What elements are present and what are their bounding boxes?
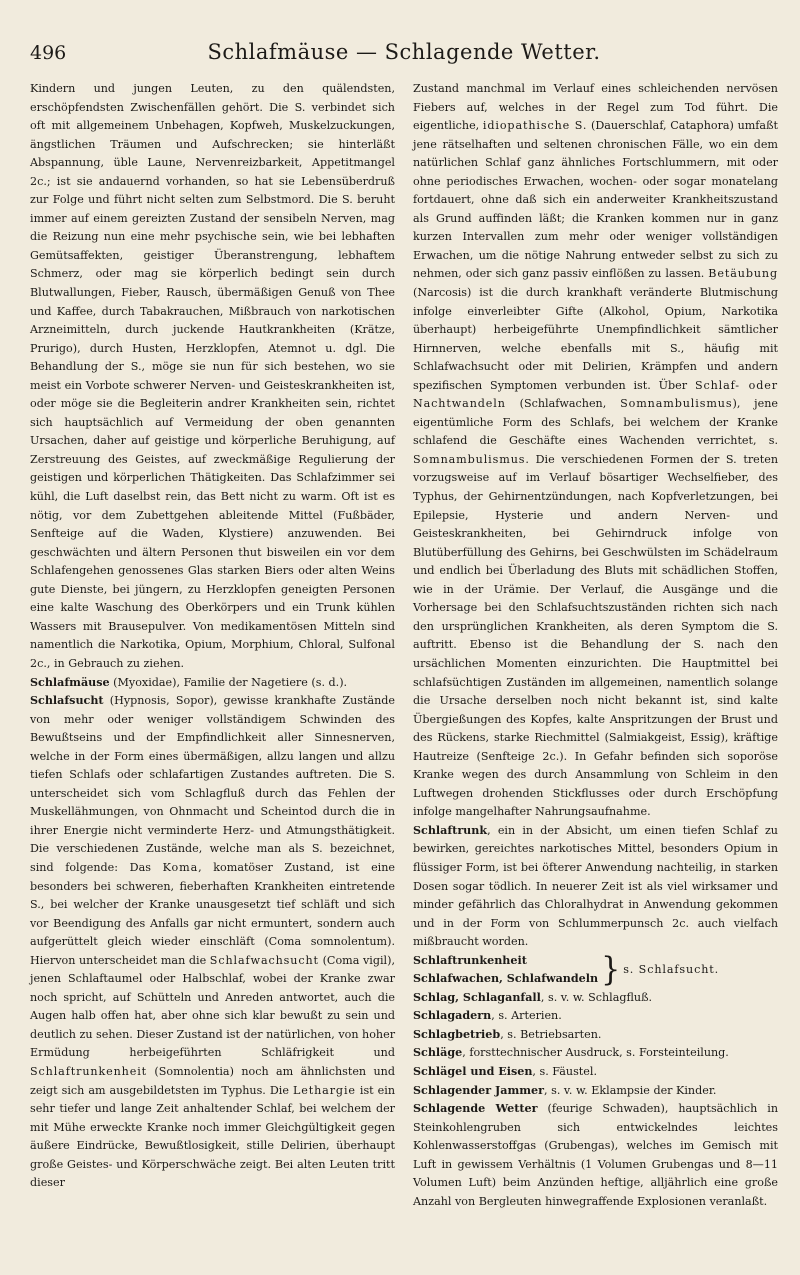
entry-headword: Schlafwachen, Schlafwandeln (413, 972, 599, 986)
entry-schlafsucht: Schlafsucht (Hypnosis, Sopor), gewisse krankhafte Zustände von mehr oder weniger vollständigem Schwinden des Bewußtseins und der Empfindlichkeit aller Sinnesnerven, welche in der Form eines übermäßigen, allzu langen und allzu tiefen Schlafs oder schlafartigen Zustandes auftreten. Die S. unterscheidet sich vom Schlagfluß durch das Fehlen der Muskellähmungen, von Ohnmacht und Scheintod durch die in ihrer Energie nicht verminderte Herz- und Atmungsthätigkeit. Die verschiedenen Zustände, welche man als S. bezeichnet, sind folgende: Das Koma, komatöser Zustand, ist eine besonders bei schweren, fieberhaften Krankheiten eintretende S., bei welcher der Kranke unausgesetzt tief schläft und sich vor Beendigung des Anfalls gar nicht ermuntert, sondern auch aufgerüttelt gleich wieder einschläft (Coma somnolentum). Hiervon unterscheidet man die Schlafwachsucht (Coma vigil), jenen Schlaftaumel oder Halbschlaf, wobei der Kranke zwar noch spricht, auf Schütteln und Anreden antwortet, auch die Augen halb offen hat, aber ohne sich klar bewußt zu sein und deutlich zu sehen. Dieser Zustand ist der natürlichen, von hoher Ermüdung herbeigeführten Schläfrigkeit und Schlaftrunkenheit (Somnolentia) noch am ähnlichsten und zeigt sich am ausgebildetsten im Typhus. Die Lethargie ist ein sehr tiefer und lange Zeit anhaltender Schlaf, bei welchem der mit Mühe erweckte Kranke noch immer Gleichgültigkeit gegen äußere Eindrücke, Bewußtlosigkeit, stille Delirien, überhaupt große Geistes- und Körperschwäche zeigt. Bei alten Leuten tritt dieser (30, 694, 396, 1190)
entry-schlaegel: Schlägel und Eisen, s. Fäustel. (413, 1064, 597, 1078)
entry-schlagbetrieb: Schlagbetrieb, s. Betriebsarten. (413, 1027, 602, 1041)
text-columns (30, 80, 778, 1211)
entry-headword: Schlagender Jammer (413, 1083, 545, 1097)
entry-headword: Schlafsucht (30, 694, 104, 708)
entry-headword: Schlag, Schlaganfall (413, 990, 541, 1004)
entry-headword: Schlaftrunk (413, 823, 488, 837)
entry-schlagende-wetter: Schlagende Wetter (feurige Schwaden), hauptsächlich in Steinkohlengruben sich entwickelndes leichtes Kohlenwasserstoffgas (Grubengas), welches im Gemisch mit Luft in gewissem Verhältnis (1 Volumen Grubengas und 8—11 Volumen Luft) beim Anzünden heftige, alljährlich eine große Anzahl von Bergleuten hinwegraffende Explosionen veranlaßt. (413, 1102, 778, 1208)
brace-glyph: } (601, 950, 621, 989)
entry-schlagadern: Schlagadern, s. Arterien. (413, 1009, 562, 1023)
entry-headword: Schlaftrunkenheit (413, 953, 527, 967)
entry-headword: Schlagende Wetter (413, 1102, 538, 1116)
entry-schlag: Schlag, Schlaganfall, s. v. w. Schlagfluß. (413, 990, 653, 1004)
entry-schlagender-jammer: Schlagender Jammer, s. v. w. Eklampsie der Kinder. (413, 1083, 717, 1097)
entry-headword: Schläge (413, 1046, 463, 1060)
cross-reference: s. Schlafsucht. (623, 962, 720, 976)
running-head: Schlafmäuse — Schlagende Wetter. (207, 40, 601, 64)
entry-cross-reference-group (413, 952, 778, 989)
page-header (30, 38, 778, 72)
entry-schlaflosigkeit-continued: Kindern und jungen Leuten, zu den quälendsten, erschöpfendsten Zwischenfällen gehört. Die S. verbindet sich oft mit allgemeinem Unbehagen, Kopfweh, Muskelzuckungen, ängstlichen Träumen und Aufschrecken; sie hinterläßt Abspannung, üble Laune, Nervenreizbarkeit, Appetitmangel 2c.; ist sie andauernd vorhanden, so hat sie Lebensüberdruß zur Folge und führt nicht selten zum Selbstmord. Die S. beruht immer auf einem gereizten Zustand der sensibeln Nerven, mag die Reizung nun eine mehr psychische sein, wie bei lebhaften Gemütsaffekten, geistiger Überanstrengung, lebhaftem Schmerz, oder mag sie körperlich bedingt sein durch Blutwallungen, Fieber, Rausch, übermäßigen Genuß von Thee und Kaffee, durch Tabakrauchen, Mißbrauch von narkotischen Arzneimitteln, durch juckende Hautkrankheiten (Krätze, Prurigo), durch Husten, Herzklopfen, Atemnot u. dgl. Die Behandlung der S., möge sie nun für sich bestehen, wo sie meist ein Vorbote schwerer Nerven- und Geisteskrankheiten ist, oder möge sie die Begleiterin andrer Krankheiten sein, richtet sich hauptsächlich auf Vermeidung der oben genannten Ursachen, daher auf geistige und körperliche Beruhigung, auf Zerstreuung des Geistes, auf zweckmäßige Regulierung der geistigen und körperlichen Thätigkeiten. Das Schlafzimmer sei kühl, die Luft daselbst rein, das Bett nicht zu warm. Oft ist es nötig, vor dem Zubettgehen ableitende Mittel (Fußbäder, Senfteige auf die Waden, Klystiere) anzuwenden. Bei geschwächten und ältern Personen thut bisweilen ein vor dem Schlafengehen genossenes Glas starken Biers oder alten Weins gute Dienste, bei jüngern, zu Herzklopfen geneigten Personen eine kalte Waschung des Oberkörpers und ein Trunk kühlen Wassers mit Brausepulver. Von medikamentösen Mitteln sind namentlich die Narkotika, Opium, Morphium, Chloral, Sulfonal 2c., in Gebrauch zu ziehen. (30, 82, 395, 670)
entry-schlafmaeuse: Schlafmäuse (Myoxidae), Familie der Nagetiere (s. d.). (30, 675, 348, 689)
entry-headword: Schlafmäuse (30, 675, 110, 689)
right-column (413, 80, 778, 1211)
entry-schlaftrunk: Schlaftrunk, ein in der Absicht, um einen tiefen Schlaf zu bewirken, gereichtes narkotisches Mittel, besonders Opium in flüssiger Form, ist bei öfterer Anwendung nachteilig, in starken Dosen sogar tödlich. In neuerer Zeit ist als viel wirksamer und minder gefährlich das Chloralhydrat in Anwendung gekommen und in der Form von Schlummerpunsch 2c. auch vielfach mißbraucht worden. (413, 823, 778, 949)
entry-headword: Schlagadern (413, 1009, 492, 1023)
entry-headword: Schlägel und Eisen (413, 1064, 533, 1078)
entry-schlafsucht-continued: Zustand manchmal im Verlauf eines schleichenden nervösen Fiebers auf, welches in der Regel zum Tod führt. Die eigentliche, idiopathische S. (Dauerschlaf, Cataphora) umfaßt jene rätselhaften und seltenen chronischen Fälle, wo ein dem natürlichen Schlaf ganz ähnliches Fortschlummern, mit oder ohne periodisches Erwachen, wochen- oder sogar monatelang fortdauert, ohne daß sich ein anderweiter Krankheitszustand als Grund auffinden läßt; die Kranken kommen nur in ganz kurzen Intervallen zum mehr oder weniger vollständigen Erwachen, um die nötige Nahrung entweder selbst zu sich zu nehmen, oder sich ganz passiv einflößen zu lassen. Betäubung (Narcosis) ist die durch krankhaft veränderte Blutmischung infolge einverleibter Gifte (Alkohol, Opium, Narkotika überhaupt) herbeigeführte Unempfindlichkeit sämtlicher Hirnnerven, welche ebenfalls mit S., häufig mit Schlafwachsucht oder mit Delirien, Krämpfen und andern spezifischen Symptomen verbunden ist. Über Schlaf- oder Nachtwandeln (Schlafwachen, Somnambulismus), jene eigentümliche Form des Schlafs, bei welchem der Kranke schlafend die Geschäfte eines Wachenden verrichtet, s. Somnambulismus. Die verschiedenen Formen der S. treten vorzugsweise auf im Verlauf bösartiger Wechselfieber, des Typhus, der Gehirnentzündungen, nach Kopfverletzungen, bei Epilepsie, Hysterie und andern Nerven- und Geisteskrankheiten, bei Gehirndruck infolge von Blutüberfüllung des Gehirns, bei Geschwülsten im Schädelraum und endlich bei Überladung des Bluts mit schädlichen Stoffen, wie in der Urämie. Der Verlauf, die Ausgänge und die Vorhersage bei den Schlafsuchtszuständen richten sich nach den ursprünglichen Krankheiten, als deren Symptom die S. auftritt. Ebenso ist die Behandlung der S. nach den ursächlichen Momenten einzurichten. Die Hauptmittel bei schlafsüchtigen Zuständen im allgemeinen, namentlich solange die Ursache derselben noch nicht bekannt ist, sind kalte Übergießungen des Kopfes, kalte Anspritzungen der Brust und des Rückens, starke Riechmittel (Salmiakgeist, Essig), kräftige Hautreize (Senfteige 2c.). In Gefahr befinden sich soporöse Kranke wegen des durch Ansammlung von Schleim in den Luftwegen drohenden Stickflusses oder durch Erschöpfung infolge mangelhafter Nahrungsaufnahme. (413, 82, 778, 819)
page-number: 496 (30, 42, 67, 64)
left-column (30, 80, 395, 1211)
entry-headword: Schlagbetrieb (413, 1027, 501, 1041)
entry-schlaege: Schläge, forsttechnischer Ausdruck, s. Forsteinteilung. (413, 1046, 729, 1060)
